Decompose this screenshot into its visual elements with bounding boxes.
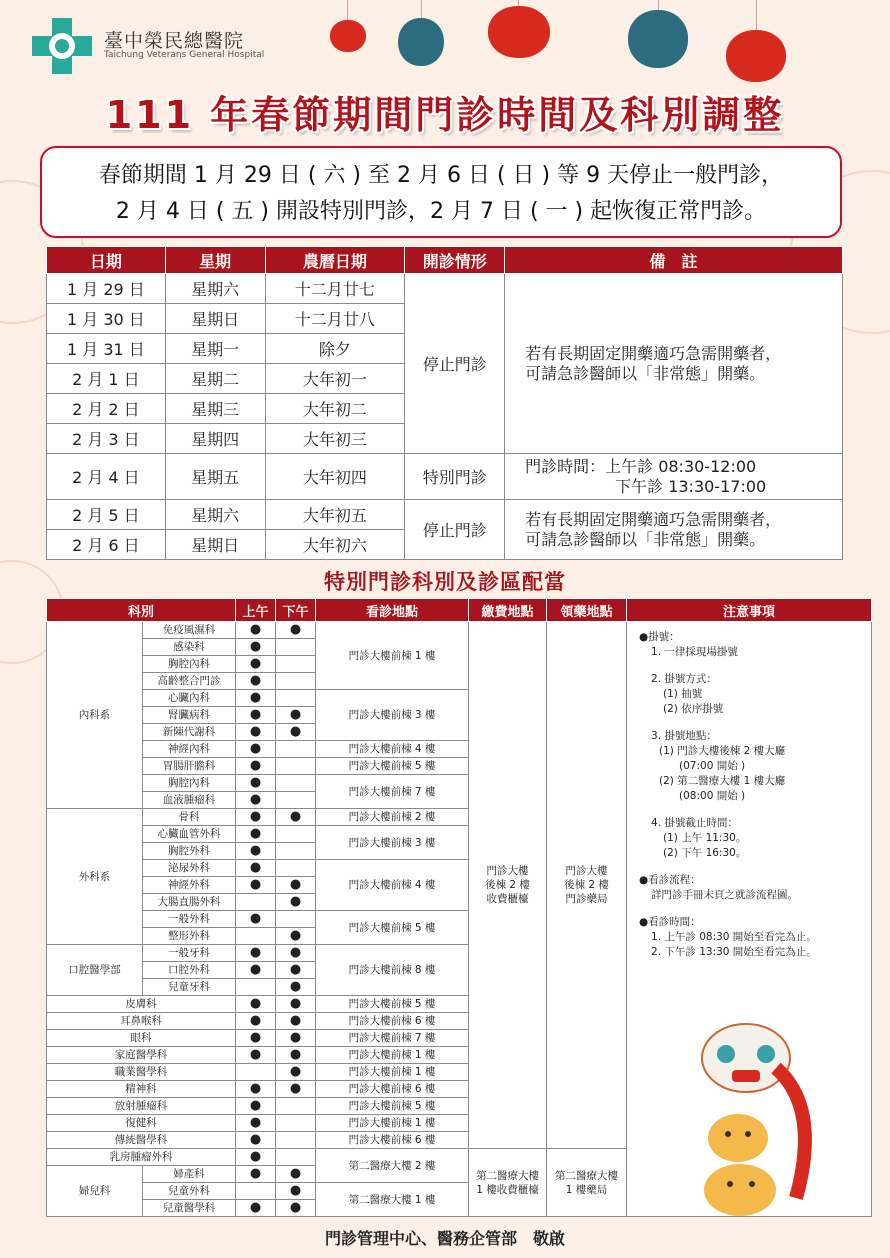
am-mark: ● [236,758,276,775]
dept-cell: 兒童牙科 [143,979,236,996]
pay-line: 收費櫃檯 [486,893,529,905]
notes-line: (2) 下午 16:30。 [663,847,747,859]
pay-location-cell [469,1149,547,1217]
am-mark: ● [236,690,276,707]
weekday-cell: 星期二 [165,364,265,394]
am-mark: ● [236,1081,276,1098]
pm-mark: ● [276,1166,316,1183]
am-mark [236,979,276,996]
pharmacy-location-cell [547,622,627,1149]
notes-line: (1) 門診大樓後棟 2 樓大廳 [659,745,786,757]
note-line: 可請急診醫師以「非常態」開藥。 [525,529,766,549]
dept-cell: 口腔外科 [143,962,236,979]
location-cell: 門診大樓前棟 4 樓 [316,741,469,758]
notes-line: (1) 上午 11:30。 [663,832,747,844]
note-line: 門診時間：上午診 08:30-12:00 [525,456,757,476]
notes-line: 1. 一律採現場掛號 [651,646,738,658]
am-mark: ● [236,809,276,826]
pm-mark: ● [276,1047,316,1064]
notice-line-1: 春節期間 1 月 29 日 ( 六 ) 至 2 月 6 日 ( 日 ) 等 9 天停止一般門診， [98,163,784,188]
location-cell: 門診大樓前棟 3 樓 [316,826,469,860]
pm-mark [276,673,316,690]
dept-cell: 精神科 [47,1081,236,1098]
dept-cell: 眼科 [47,1030,236,1047]
group-cell: 口腔醫學部 [47,945,143,996]
location-cell: 門診大樓前棟 1 樓 [316,1047,469,1064]
dept-cell: 感染科 [143,639,236,656]
dept-cell: 耳鼻喉科 [47,1013,236,1030]
location-cell: 門診大樓前棟 1 樓 [316,622,469,690]
red-lantern-icon [726,30,786,82]
dept-cell: 胸腔外科 [143,843,236,860]
am-mark: ● [236,639,276,656]
am-mark: ● [236,792,276,809]
footer-signature: 門診管理中心、醫務企管部 敬啟 [324,1229,565,1248]
am-mark: ● [236,1030,276,1047]
am-mark: ● [236,962,276,979]
am-mark [236,894,276,911]
dept-cell: 免疫風濕科 [143,622,236,639]
am-mark: ● [236,877,276,894]
pm-mark: ● [276,707,316,724]
weekday-cell: 星期一 [165,334,265,364]
am-mark: ● [236,1013,276,1030]
am-mark [236,1064,276,1081]
lunar-cell: 大年初三 [265,424,405,454]
am-mark: ● [236,1098,276,1115]
notes-line [639,804,871,816]
dept-cell: 家庭醫學科 [47,1047,236,1064]
dept-cell: 復健科 [47,1115,236,1132]
location-cell: 門診大樓前棟 3 樓 [316,690,469,741]
date-cell: 2 月 6 日 [47,530,166,560]
pay-line: 1 樓收費櫃檯 [476,1183,539,1196]
note-cell [505,500,843,560]
page-title: 111 年春節期間門診時間及科別調整 [105,93,785,137]
hospital-logo-icon [32,18,92,74]
am-mark: ● [236,945,276,962]
dept-cell: 神經內科 [143,741,236,758]
pm-mark: ● [276,809,316,826]
red-lantern-icon [488,6,550,58]
blue-lantern-icon [628,10,688,68]
dept-cell: 心臟血管外科 [143,826,236,843]
am-mark: ● [236,656,276,673]
am-mark: ● [236,622,276,639]
pm-mark: ● [276,996,316,1013]
dept-cell: 皮膚科 [47,996,236,1013]
lion-dance-tiger-illustration-icon [676,1018,826,1218]
pm-mark [276,741,316,758]
notice-box [40,146,842,238]
location-cell: 門診大樓前棟 8 樓 [316,945,469,996]
pm-mark: ● [276,622,316,639]
weekday-cell: 星期五 [165,454,265,500]
note-line: 可請急診醫師以「非常態」開藥。 [525,363,766,383]
pharmacy-line: 門診藥局 [565,893,608,905]
note-line: 下午診 13:30-17:00 [615,476,767,496]
lunar-cell: 大年初五 [265,500,405,530]
location-cell: 門診大樓前棟 2 樓 [316,809,469,826]
pm-mark [276,1098,316,1115]
header-cell: 開診情形 [405,247,505,274]
header-cell: 繳費地點 [469,599,547,622]
pharmacy-line: 後棟 2 樓 [564,879,609,891]
notes-line: (1) 抽號 [663,688,703,700]
weekday-cell: 星期四 [165,424,265,454]
clinics-header-row [47,599,872,622]
dept-cell: 職業醫學科 [47,1064,236,1081]
header-cell: 下午 [276,599,316,622]
schedule-header-row [47,247,843,274]
pay-location-cell [469,622,547,1149]
pm-mark: ● [276,1030,316,1047]
date-cell: 2 月 2 日 [47,394,166,424]
location-cell: 門診大樓前棟 7 樓 [316,775,469,809]
note-cell [505,454,843,500]
notes-line: (07:00 開始 ) [679,760,746,772]
pm-mark: ● [276,1200,316,1217]
am-mark: ● [236,843,276,860]
dept-cell: 婦產科 [143,1166,236,1183]
header-cell: 星期 [165,247,265,274]
dept-cell: 傳統醫學科 [47,1132,236,1149]
am-mark: ● [236,1115,276,1132]
dept-cell: 放射腫瘤科 [47,1098,236,1115]
dept-cell: 心臟內科 [143,690,236,707]
notes-line [639,861,871,873]
header-cell: 領藥地點 [547,599,627,622]
header-cell: 備 註 [505,247,843,274]
hospital-name-en: Taichung Veterans General Hospital [104,50,265,60]
location-cell: 門診大樓前棟 5 樓 [316,1098,469,1115]
status-cell: 特別門診 [405,454,505,500]
date-cell: 1 月 30 日 [47,304,166,334]
dept-cell: 新陳代謝科 [143,724,236,741]
dept-cell: 泌尿外科 [143,860,236,877]
blue-lantern-icon [398,18,444,66]
am-mark: ● [236,860,276,877]
notes-line: ●看診時間： [639,916,701,928]
pharmacy-line: 第二醫療大樓 [555,1169,619,1182]
header-cell: 注意事項 [627,599,872,622]
header-cell: 科別 [47,599,236,622]
am-mark: ● [236,707,276,724]
notes-line: (2) 依序掛號 [663,703,724,715]
pm-mark: ● [276,945,316,962]
lunar-cell: 大年初一 [265,364,405,394]
dept-cell: 腎臟病科 [143,707,236,724]
dept-cell: 胸腔內科 [143,775,236,792]
dept-cell: 一般外科 [143,911,236,928]
dept-cell: 胃腸肝膽科 [143,758,236,775]
am-mark [236,928,276,945]
notes-line [639,660,871,672]
weekday-cell: 星期日 [165,530,265,560]
dept-cell: 高齡整合門診 [143,673,236,690]
group-cell: 外科系 [47,809,143,945]
am-mark: ● [236,996,276,1013]
date-cell: 2 月 1 日 [47,364,166,394]
header-cell: 農曆日期 [265,247,405,274]
lunar-cell: 大年初二 [265,394,405,424]
location-cell: 門診大樓前棟 5 樓 [316,996,469,1013]
lantern-string [756,0,757,32]
pay-line: 後棟 2 樓 [485,879,530,891]
pay-line: 門診大樓 [486,865,529,877]
location-cell: 門診大樓前棟 1 樓 [316,1064,469,1081]
schedule-table [46,246,843,560]
lunar-cell: 十二月廿七 [265,274,405,304]
pm-mark [276,911,316,928]
am-mark: ● [236,775,276,792]
location-cell: 門診大樓前棟 5 樓 [316,911,469,945]
location-cell: 門診大樓前棟 6 樓 [316,1081,469,1098]
date-cell: 2 月 5 日 [47,500,166,530]
dept-cell: 神經外科 [143,877,236,894]
table-row [47,622,872,639]
weekday-cell: 星期六 [165,274,265,304]
pm-mark: ● [276,1013,316,1030]
notes-line [639,717,871,729]
pm-mark [276,826,316,843]
table-row [47,454,843,500]
pharmacy-line: 1 樓藥局 [565,1183,608,1196]
am-mark: ● [236,911,276,928]
notes-line: (08:00 開始 ) [679,790,746,802]
notice-line-2: 2 月 4 日 ( 五 ) 開設特別門診，2 月 7 日 ( 一 ) 起恢復正常門診。 [115,199,767,224]
pm-mark [276,860,316,877]
date-cell: 2 月 4 日 [47,454,166,500]
pm-mark [276,1132,316,1149]
notes-line: 2. 下午診 13:30 開始至看完為止。 [651,946,817,958]
group-cell: 婦兒科 [47,1166,143,1217]
pm-mark: ● [276,979,316,996]
weekday-cell: 星期三 [165,394,265,424]
lantern-string [421,0,422,20]
notes-line: 詳門診手冊末頁之就診流程圖。 [651,889,799,901]
location-cell: 第二醫療大樓 2 樓 [316,1149,469,1183]
dept-cell: 血液腫瘤科 [143,792,236,809]
date-cell: 1 月 29 日 [47,274,166,304]
hospital-name: 臺中榮民總醫院 [104,30,245,52]
location-cell: 門診大樓前棟 4 樓 [316,860,469,911]
note-line: 若有長期固定開藥適巧急需開藥者， [525,509,782,529]
am-mark: ● [236,1047,276,1064]
date-cell: 1 月 31 日 [47,334,166,364]
weekday-cell: 星期六 [165,500,265,530]
location-cell: 門診大樓前棟 6 樓 [316,1013,469,1030]
lunar-cell: 大年初六 [265,530,405,560]
pay-line: 第二醫療大樓 [476,1169,540,1182]
table-row [47,274,843,304]
dept-cell: 骨科 [143,809,236,826]
pm-mark [276,656,316,673]
lunar-cell: 大年初四 [265,454,405,500]
pm-mark: ● [276,928,316,945]
header-cell: 看診地點 [316,599,469,622]
pm-mark: ● [276,1081,316,1098]
notes-line [639,903,871,915]
notes-line: 3. 掛號地點： [651,730,717,742]
special-clinic-title: 特別門診科別及診區配當 [324,570,566,594]
notes-line: 2. 掛號方式： [651,673,717,685]
notes-line: ●看診流程： [639,874,701,886]
status-cell: 停止門診 [405,274,505,454]
group-cell: 內科系 [47,622,143,809]
dept-cell: 兒童醫學科 [143,1200,236,1217]
pm-mark [276,775,316,792]
pm-mark: ● [276,1064,316,1081]
dept-cell: 乳房腫瘤外科 [47,1149,236,1166]
note-line: 若有長期固定開藥適巧急需開藥者， [525,343,782,363]
pharmacy-line: 門診大樓 [565,865,608,877]
notes-line: 1. 上午診 08:30 開始至看完為止。 [651,931,817,943]
pm-mark [276,639,316,656]
pm-mark [276,758,316,775]
am-mark: ● [236,1166,276,1183]
location-cell: 門診大樓前棟 6 樓 [316,1132,469,1149]
table-row [47,500,843,530]
dept-cell: 一般牙科 [143,945,236,962]
am-mark: ● [236,724,276,741]
lantern-string [347,0,348,22]
notes-line: (2) 第二醫療大樓 1 樓大廳 [659,775,786,787]
dept-cell: 大腸直腸外科 [143,894,236,911]
note-cell [505,274,843,454]
header-cell: 日期 [47,247,166,274]
header-cell: 上午 [236,599,276,622]
am-mark: ● [236,826,276,843]
dept-cell: 胸腔內科 [143,656,236,673]
pm-mark [276,843,316,860]
am-mark: ● [236,1132,276,1149]
red-lantern-icon [330,20,366,52]
am-mark: ● [236,741,276,758]
location-cell: 門診大樓前棟 1 樓 [316,1115,469,1132]
weekday-cell: 星期日 [165,304,265,334]
pharmacy-location-cell [547,1149,627,1217]
am-mark: ● [236,1200,276,1217]
pm-mark [276,792,316,809]
status-cell: 停止門診 [405,500,505,560]
location-cell: 門診大樓前棟 5 樓 [316,758,469,775]
dept-cell: 整形外科 [143,928,236,945]
am-mark: ● [236,673,276,690]
am-mark: ● [236,1149,276,1166]
date-cell: 2 月 3 日 [47,424,166,454]
pm-mark: ● [276,1183,316,1200]
location-cell: 門診大樓前棟 7 樓 [316,1030,469,1047]
pm-mark: ● [276,724,316,741]
pm-mark: ● [276,894,316,911]
notes-line: ●掛號： [639,631,680,643]
notes-line: 4. 掛號截止時間： [651,817,738,829]
am-mark [236,1183,276,1200]
location-cell: 第二醫療大樓 1 樓 [316,1183,469,1217]
pm-mark [276,1115,316,1132]
dept-cell: 兒童外科 [143,1183,236,1200]
pm-mark [276,690,316,707]
lunar-cell: 十二月廿八 [265,304,405,334]
pm-mark [276,1149,316,1166]
lunar-cell: 除夕 [265,334,405,364]
pm-mark: ● [276,962,316,979]
pm-mark: ● [276,877,316,894]
